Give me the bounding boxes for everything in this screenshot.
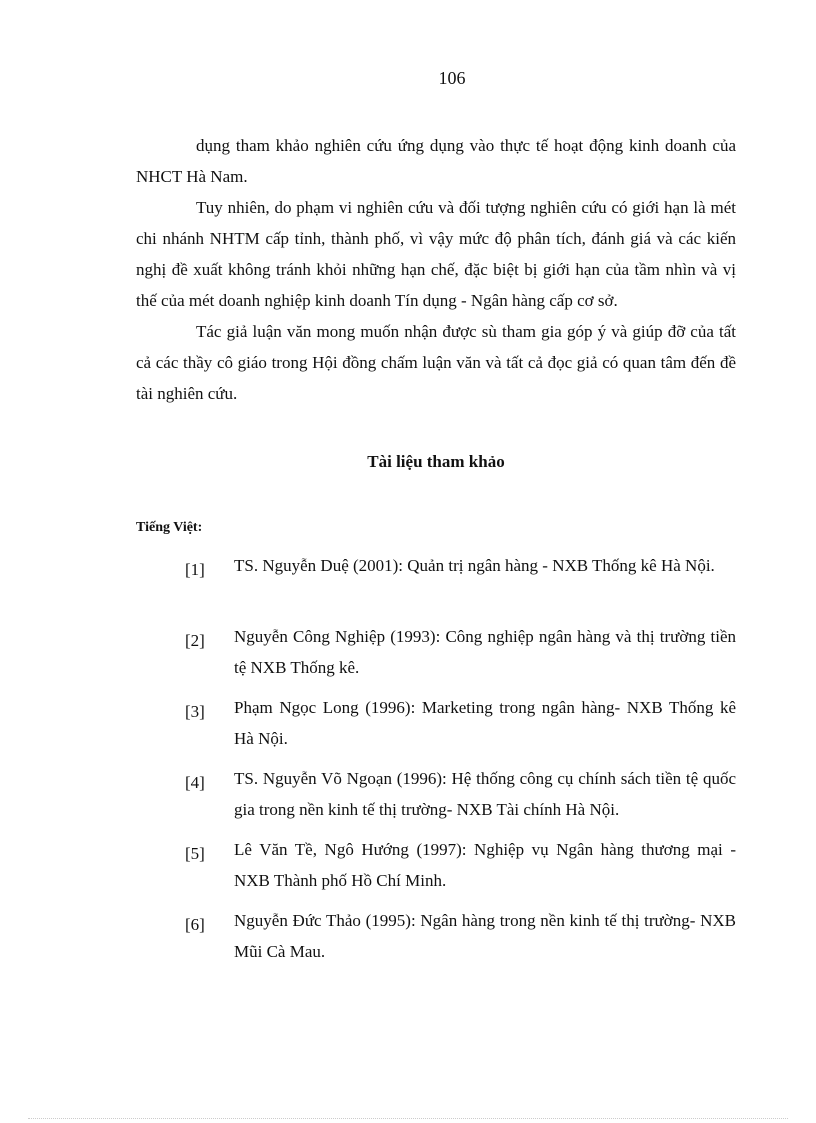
reference-number: [4]: [185, 773, 205, 792]
reference-number: [5]: [185, 844, 205, 863]
reference-item: [185, 834, 736, 905]
reference-item: [185, 550, 736, 621]
reference-text: Phạm Ngọc Long (1996): Marketing trong ngân hàng- NXB Thống kê Hà Nội.: [234, 698, 736, 748]
footer-divider: [28, 1118, 788, 1119]
reference-item: [185, 763, 736, 834]
reference-item: [185, 692, 736, 763]
reference-text: Nguyễn Công Nghiệp (1993): Công nghiệp ngân hàng và thị trường tiền tệ NXB Thống kê.: [234, 627, 736, 677]
reference-item: [185, 621, 736, 692]
reference-text: TS. Nguyễn Duệ (2001): Quản trị ngân hàng - NXB Thống kê Hà Nội.: [234, 556, 715, 575]
section-label: Tiếng Việt:: [136, 520, 203, 535]
reference-number: [2]: [185, 631, 205, 650]
reference-text: Nguyễn Đức Thảo (1995): Ngân hàng trong nền kinh tế thị trường- NXB Mũi Cà Mau.: [234, 911, 736, 961]
reference-text: TS. Nguyễn Võ Ngoạn (1996): Hệ thống công cụ chính sách tiền tệ quốc gia trong nền kinh tế thị trường- NXB Tài chính Hà Nội.: [234, 769, 736, 819]
body-text: [136, 130, 736, 409]
reference-item: [185, 905, 736, 976]
reference-list: [185, 550, 736, 976]
paragraph: Tác giả luận văn mong muốn nhận được sù tham gia góp ý và giúp đỡ của tất cả các thầy cô giáo trong Hội đồng chấm luận văn và tất cả đọc giả có quan tâm đến đề tài nghiên cứu.: [136, 322, 736, 403]
page-number: 106: [438, 68, 466, 88]
references-heading: Tài liệu tham khảo: [367, 452, 505, 471]
reference-number: [1]: [185, 560, 205, 579]
paragraph: dụng tham khảo nghiên cứu ứng dụng vào thực tế hoạt động kinh doanh của NHCT Hà Nam.: [136, 136, 736, 186]
reference-text: Lê Văn Tề, Ngô Hướng (1997): Nghiệp vụ Ngân hàng thương mại - NXB Thành phố Hồ Chí Minh.: [234, 840, 736, 890]
reference-number: [3]: [185, 702, 205, 721]
paragraph: Tuy nhiên, do phạm vi nghiên cứu và đối tượng nghiên cứu có giới hạn là mét chi nhánh NHTM cấp tỉnh, thành phố, vì vậy mức độ phân tích, đánh giá và các kiến nghị đề xuất không tránh khỏi những hạn chế, đặc biệt bị giới hạn của tầm nhìn và vị thế của mét doanh nghiệp kinh doanh Tín dụng - Ngân hàng cấp cơ sở.: [136, 198, 736, 310]
reference-number: [6]: [185, 915, 205, 934]
